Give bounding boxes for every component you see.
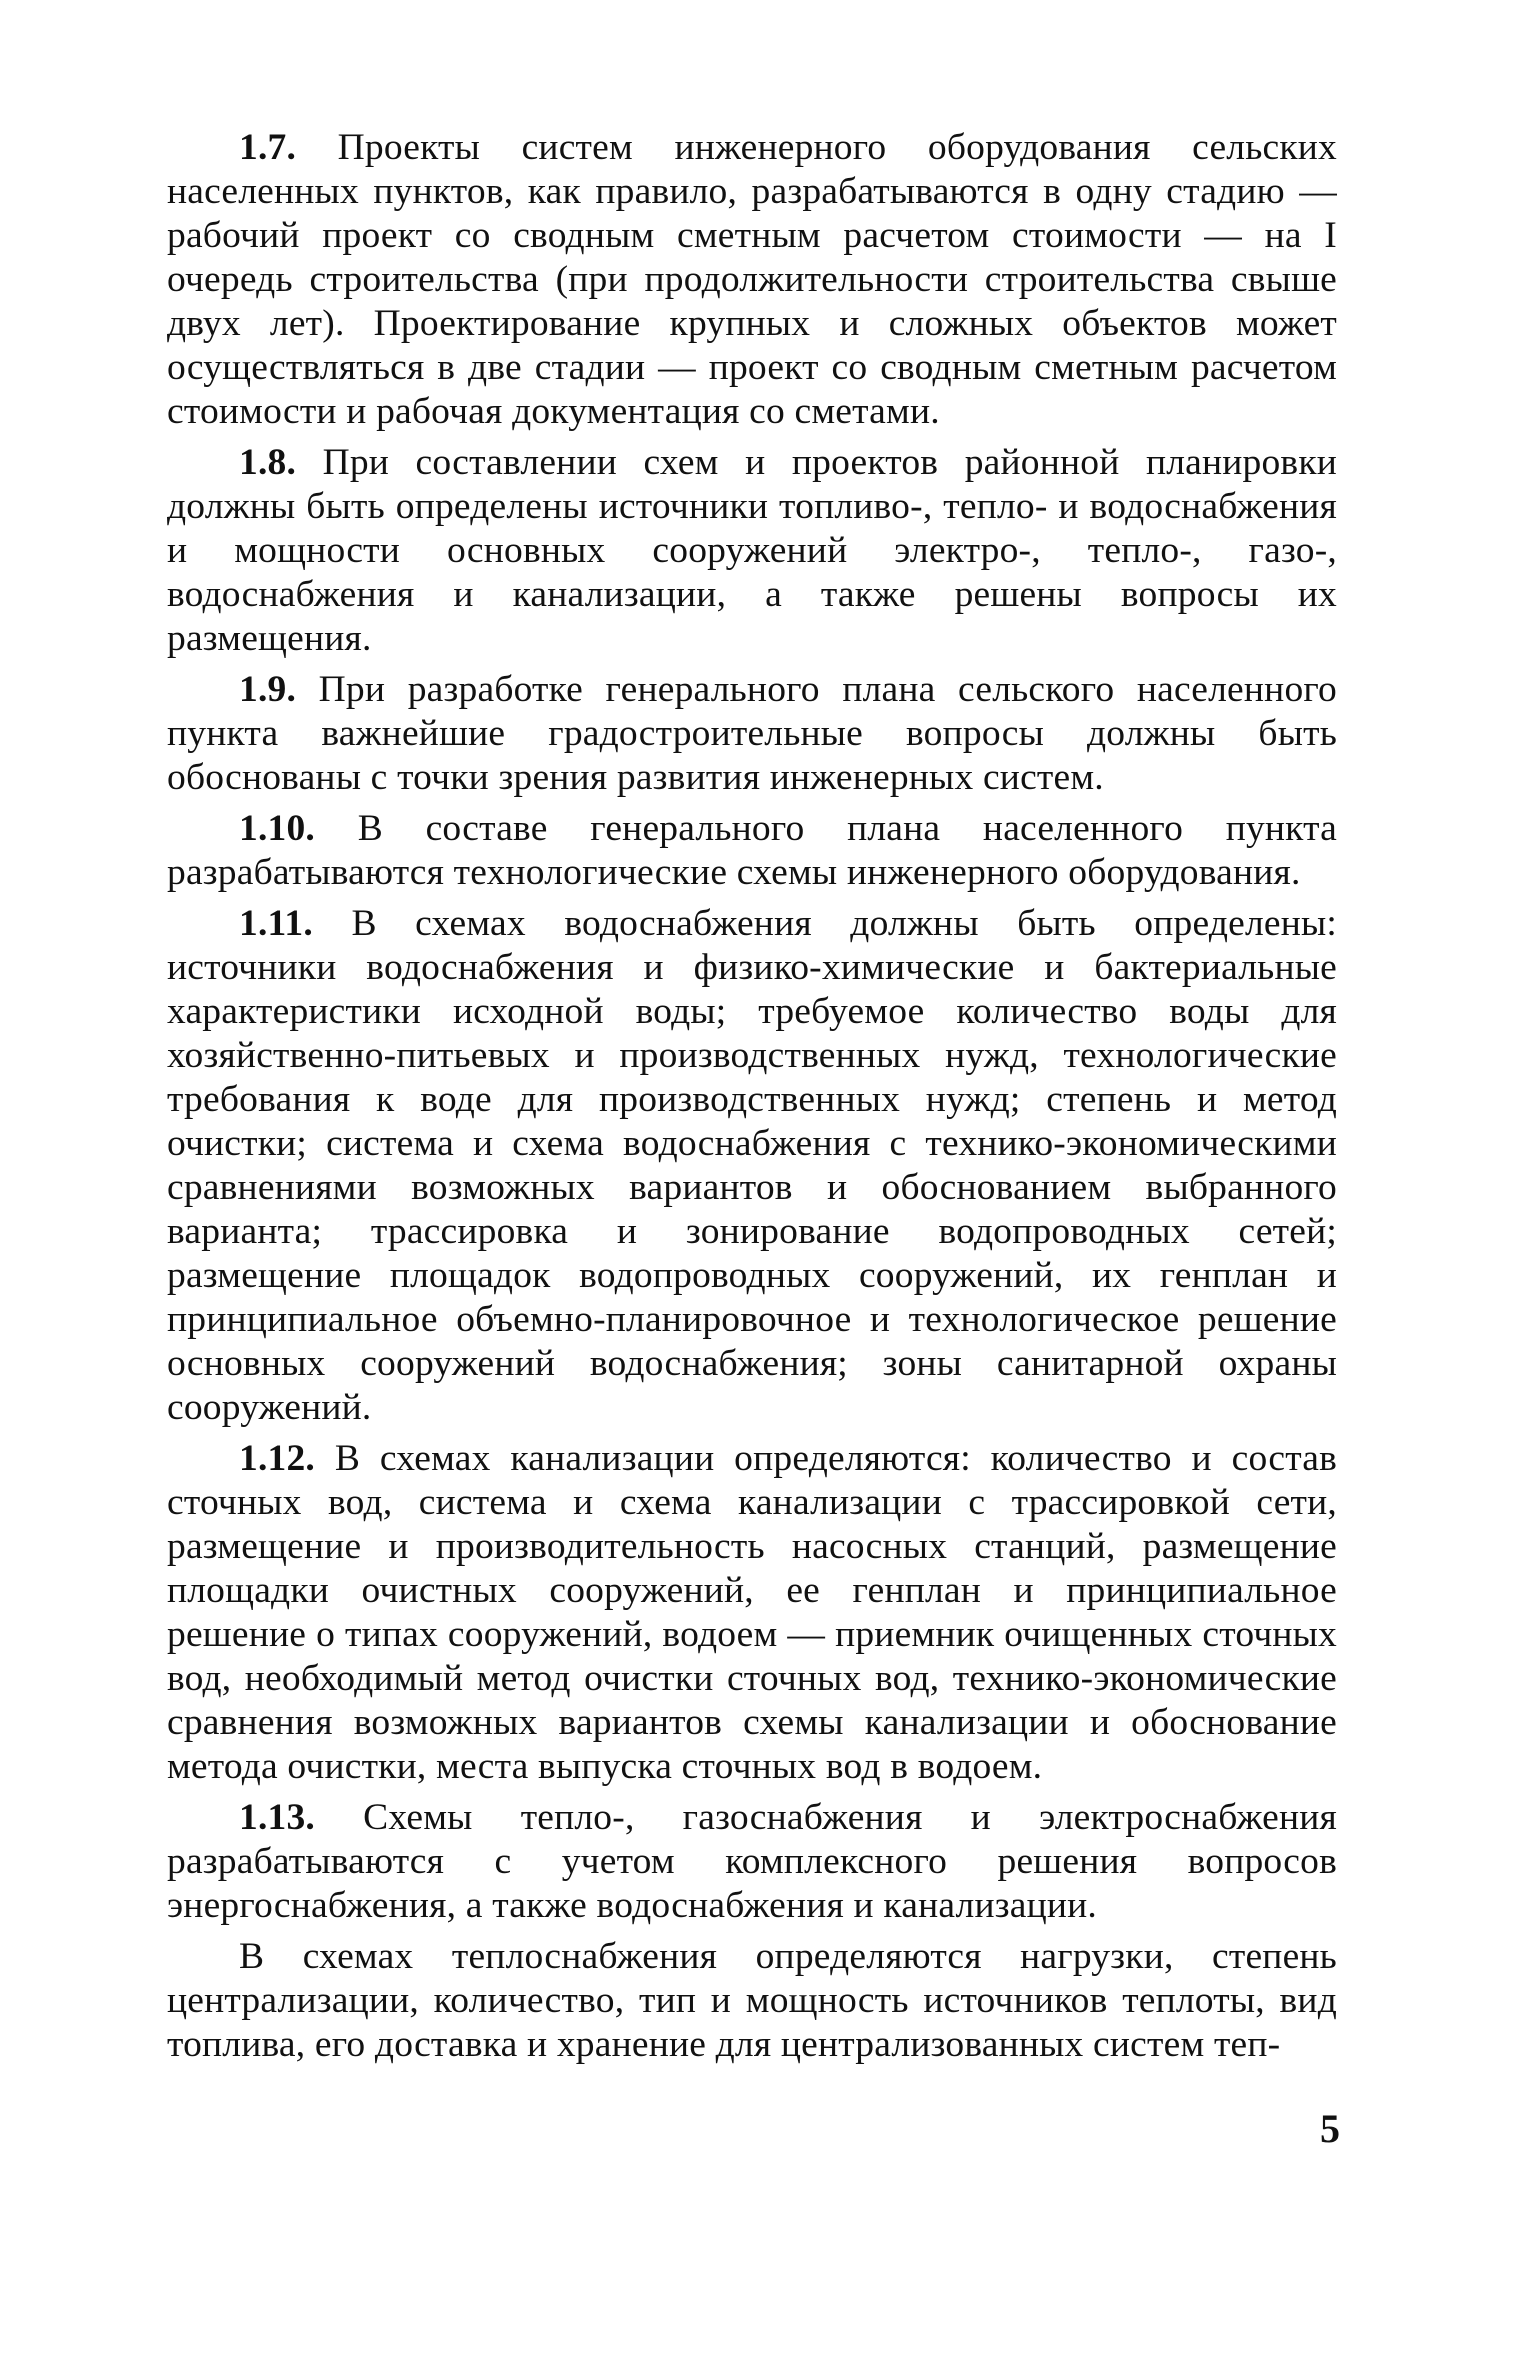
paragraph-1-11 <box>167 902 1337 1430</box>
paragraph-text: В схемах водоснабжения должны быть определены: источники водоснабжения и физико-химические и бактериальные характеристики исходной воды; требуемое количество воды для хозяйственно-питьевых и производственных нужд, технологические требования к воде для производственных нужд; степень и метод очистки; система и схема водоснабжения с технико-экономическими сравнениями возможных вариантов и обоснованием выбранного варианта; трассировка и зонирование водопроводных сетей; размещение площадок водопроводных сооружений, их генплан и принципиальное объемно-планировочное и технологическое решение основных сооружений водоснабжения; зоны санитарной охраны сооружений. <box>167 903 1337 1428</box>
paragraph-text: При составлении схем и проектов районной планировки должны быть определены источники топливо-, тепло- и водоснабжения и мощности основных сооружений электро-, тепло-, газо-, водоснабжения и канализации, а также решены вопросы их размещения. <box>167 442 1338 659</box>
paragraph-1-12 <box>167 1437 1337 1789</box>
clause-number: 1.9. <box>239 669 297 710</box>
paragraph-1-10 <box>167 807 1337 895</box>
paragraph-1-7 <box>167 126 1337 434</box>
paragraph-1-8 <box>167 441 1337 661</box>
clause-number: 1.12. <box>239 1438 315 1479</box>
paragraph-1-13 <box>167 1796 1337 1928</box>
paragraph-text: В схемах теплоснабжения определяются нагрузки, степень централизации, количество, тип и мощность источников теплоты, вид топлива, его доставка и хранение для централизованных систем теп- <box>167 1936 1337 2065</box>
paragraph-text: Проекты систем инженерного оборудования сельских населенных пунктов, как правило, разрабатываются в одну стадию — рабочий проект со сводным сметным расчетом стоимости — на I очередь строительства (при продолжительности строительства свыше двух лет). Проектирование крупных и сложных объектов может осуществляться в две стадии — проект со сводным сметным расчетом стоимости и рабочая документация со сметами. <box>167 127 1337 432</box>
page-number: 5 <box>1320 2106 1340 2151</box>
clause-number: 1.8. <box>239 442 297 483</box>
paragraph-text: В составе генерального плана населенного пункта разрабатываются технологические схемы инженерного оборудования. <box>167 808 1338 893</box>
paragraph-heat-supply <box>167 1935 1337 2067</box>
paragraph-1-9 <box>167 668 1337 800</box>
clause-number: 1.11. <box>239 903 313 944</box>
clause-number: 1.7. <box>239 127 297 168</box>
paragraph-text: В схемах канализации определяются: количество и состав сточных вод, система и схема канализации с трассировкой сети, размещение и производительность насосных станций, размещение площадки очистных сооружений, ее генплан и принципиальное решение о типах сооружений, водоем — приемник очищенных сточных вод, необходимый метод очистки сточных вод, технико-экономические сравнения возможных вариантов схемы канализации и обоснование метода очистки, места выпуска сточных вод в водоем. <box>167 1438 1337 1787</box>
paragraph-text: При разработке генерального плана сельского населенного пункта важнейшие градостроительные вопросы должны быть обоснованы с точки зрения развития инженерных систем. <box>167 669 1337 798</box>
paragraph-text: Схемы тепло-, газоснабжения и электроснабжения разрабатываются с учетом комплексного решения вопросов энергоснабжения, а также водоснабжения и канализации. <box>167 1797 1338 1926</box>
page-body <box>167 126 1337 2067</box>
clause-number: 1.10. <box>239 808 315 849</box>
clause-number: 1.13. <box>239 1797 315 1838</box>
